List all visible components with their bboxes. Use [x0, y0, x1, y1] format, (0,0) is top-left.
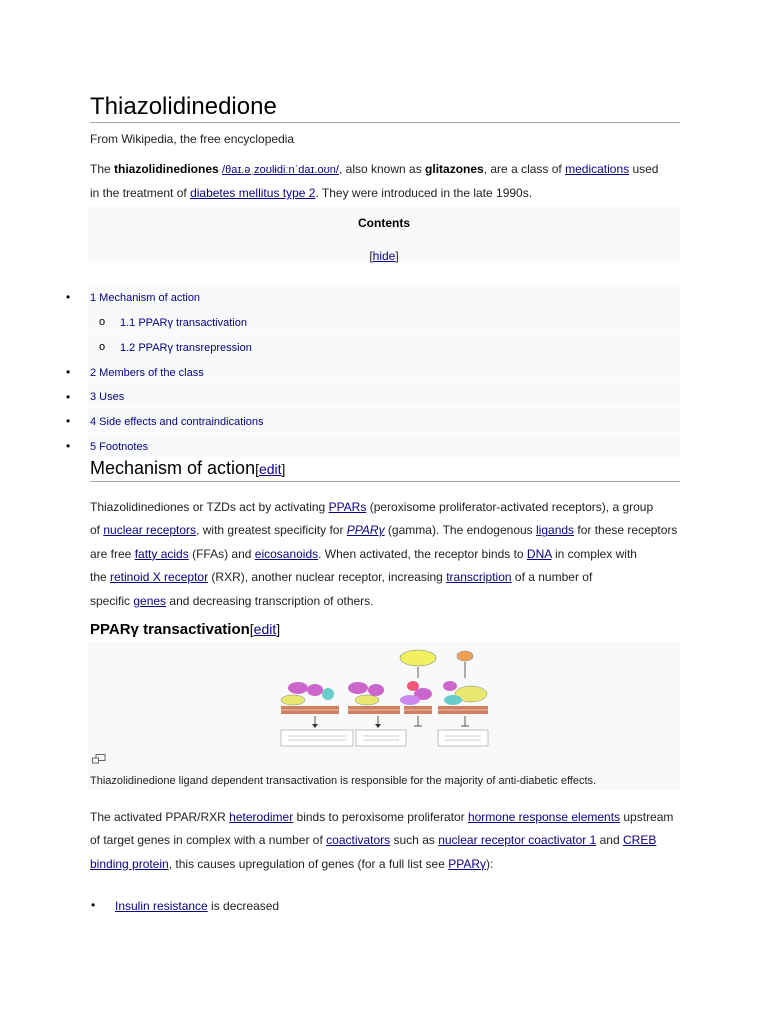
dna-link[interactable]: DNA [526, 546, 552, 561]
toc-row [88, 433, 680, 457]
section-heading-mechanism: Mechanism of action[edit] [90, 456, 680, 482]
figure-caption: Thiazolidinedione ligand dependent transactivation is responsible for the majority of anti-diabetic effects. [90, 775, 597, 787]
figure-box [88, 642, 680, 790]
creb-link[interactable]: CREB [623, 833, 657, 848]
toc-sub-bullet: o [99, 316, 106, 328]
alt-name-bold: glitazones [425, 162, 484, 176]
section-heading-transactivation: PPARγ transactivation[edit] [90, 621, 281, 638]
retinoid-x-receptor-link[interactable]: retinoid X receptor [110, 570, 209, 585]
toc-hide-toggle: [hide] [369, 249, 399, 263]
transcription-link[interactable]: transcription [446, 570, 512, 585]
toc-item-uses[interactable]: 3 Uses [90, 391, 125, 403]
transactivation-diagram[interactable] [88, 642, 680, 752]
pparg-list-link[interactable]: PPARγ [448, 856, 487, 871]
toc-item-transactivation[interactable]: 1.1 PPARγ transactivation [120, 317, 247, 329]
ipa-link[interactable]: /θaɪ.əˌzoʊlɨdiːnˈdaɪ.oʊn/ [222, 164, 339, 176]
toc-bullet: • [66, 390, 71, 404]
heterodimer-link[interactable]: heterodimer [229, 810, 294, 824]
toc-item-members[interactable]: 2 Members of the class [90, 367, 204, 379]
edit-link[interactable]: edit [253, 621, 277, 637]
toc-row [88, 383, 680, 407]
toc-item-transrepression[interactable]: 1.2 PPARγ transrepression [120, 342, 252, 354]
toc-sub-bullet: o [99, 341, 106, 353]
enlarge-icon[interactable] [92, 754, 106, 764]
section-edit: [edit] [255, 461, 286, 477]
ncoa1-link[interactable]: nuclear receptor coactivator 1 [438, 833, 597, 848]
edit-link[interactable]: edit [258, 461, 282, 477]
toc-bullet: • [66, 439, 71, 453]
toc-box [88, 207, 680, 263]
site-tagline: From Wikipedia, the free encyclopedia [90, 132, 295, 146]
toc-bullet: • [66, 414, 71, 428]
fatty-acids-link[interactable]: fatty acids [134, 546, 189, 561]
page-title: Thiazolidinedione [90, 92, 680, 123]
toc-bullet: • [66, 365, 71, 379]
toc-bullet: • [66, 290, 71, 304]
ligands-link[interactable]: ligands [536, 523, 575, 538]
insulin-resistance-link[interactable]: Insulin resistance [115, 899, 208, 913]
toc-item-side-effects[interactable]: 4 Side effects and contraindications [90, 416, 264, 428]
genes-link[interactable]: genes [133, 593, 167, 608]
diabetes-link[interactable]: diabetes mellitus type 2 [190, 186, 316, 201]
section-edit: [edit] [249, 621, 281, 637]
mechanism-paragraph: Thiazolidinediones or TZDs act by activating PPARs (peroxisome proliferator-activated receptors), a group of nuclear receptors, with greatest specificity for PPARγ (gamma). The endogenous ligands for these receptors are free fatty acids (FFAs) and eicosanoids. When activated, the receptor binds to DNA in complex with the retinoid X receptor (RXR), another nuclear receptor, increasing transcription of a number of specific genes and decreasing transcription of others. [90, 500, 678, 608]
toc-item-mechanism[interactable]: 1 Mechanism of action [90, 292, 201, 304]
transactivation-paragraph: The activated PPAR/RXR heterodimer binds to peroxisome proliferator hormone response elements upstream of target genes in complex with a number of coactivators such as nuclear receptor coactivator 1 and CREB binding protein, this causes upregulation of genes (for a full list see PPARγ): [90, 810, 674, 871]
toc-hide-link[interactable]: hide [372, 249, 396, 263]
medications-link[interactable]: medications [565, 162, 630, 176]
ppar-gamma-link[interactable]: PPARγ [346, 523, 385, 538]
list-item: Insulin resistance is decreased [115, 899, 280, 913]
nuclear-receptors-link[interactable]: nuclear receptors [103, 523, 197, 538]
binding-protein-link[interactable]: binding protein [90, 856, 169, 871]
term-bold: thiazolidinediones [114, 162, 219, 176]
intro-paragraph: The thiazolidinediones /θaɪ.əˌzoʊlɨdiːnˈdaɪ.oʊn/, also known as glitazones, are a class of medications used in the treatment of diabetes mellitus type 2. They were introduced in the late 1990s. [90, 162, 659, 201]
coactivators-link[interactable]: coactivators [326, 833, 391, 848]
ppars-link[interactable]: PPARs [328, 500, 367, 514]
eicosanoids-link[interactable]: eicosanoids [254, 546, 319, 561]
toc-title: Contents [358, 216, 410, 230]
toc-item-footnotes[interactable]: 5 Footnotes [90, 441, 149, 453]
hormone-response-elements-link[interactable]: hormone response elements [467, 810, 621, 824]
list-bullet: • [91, 898, 96, 912]
